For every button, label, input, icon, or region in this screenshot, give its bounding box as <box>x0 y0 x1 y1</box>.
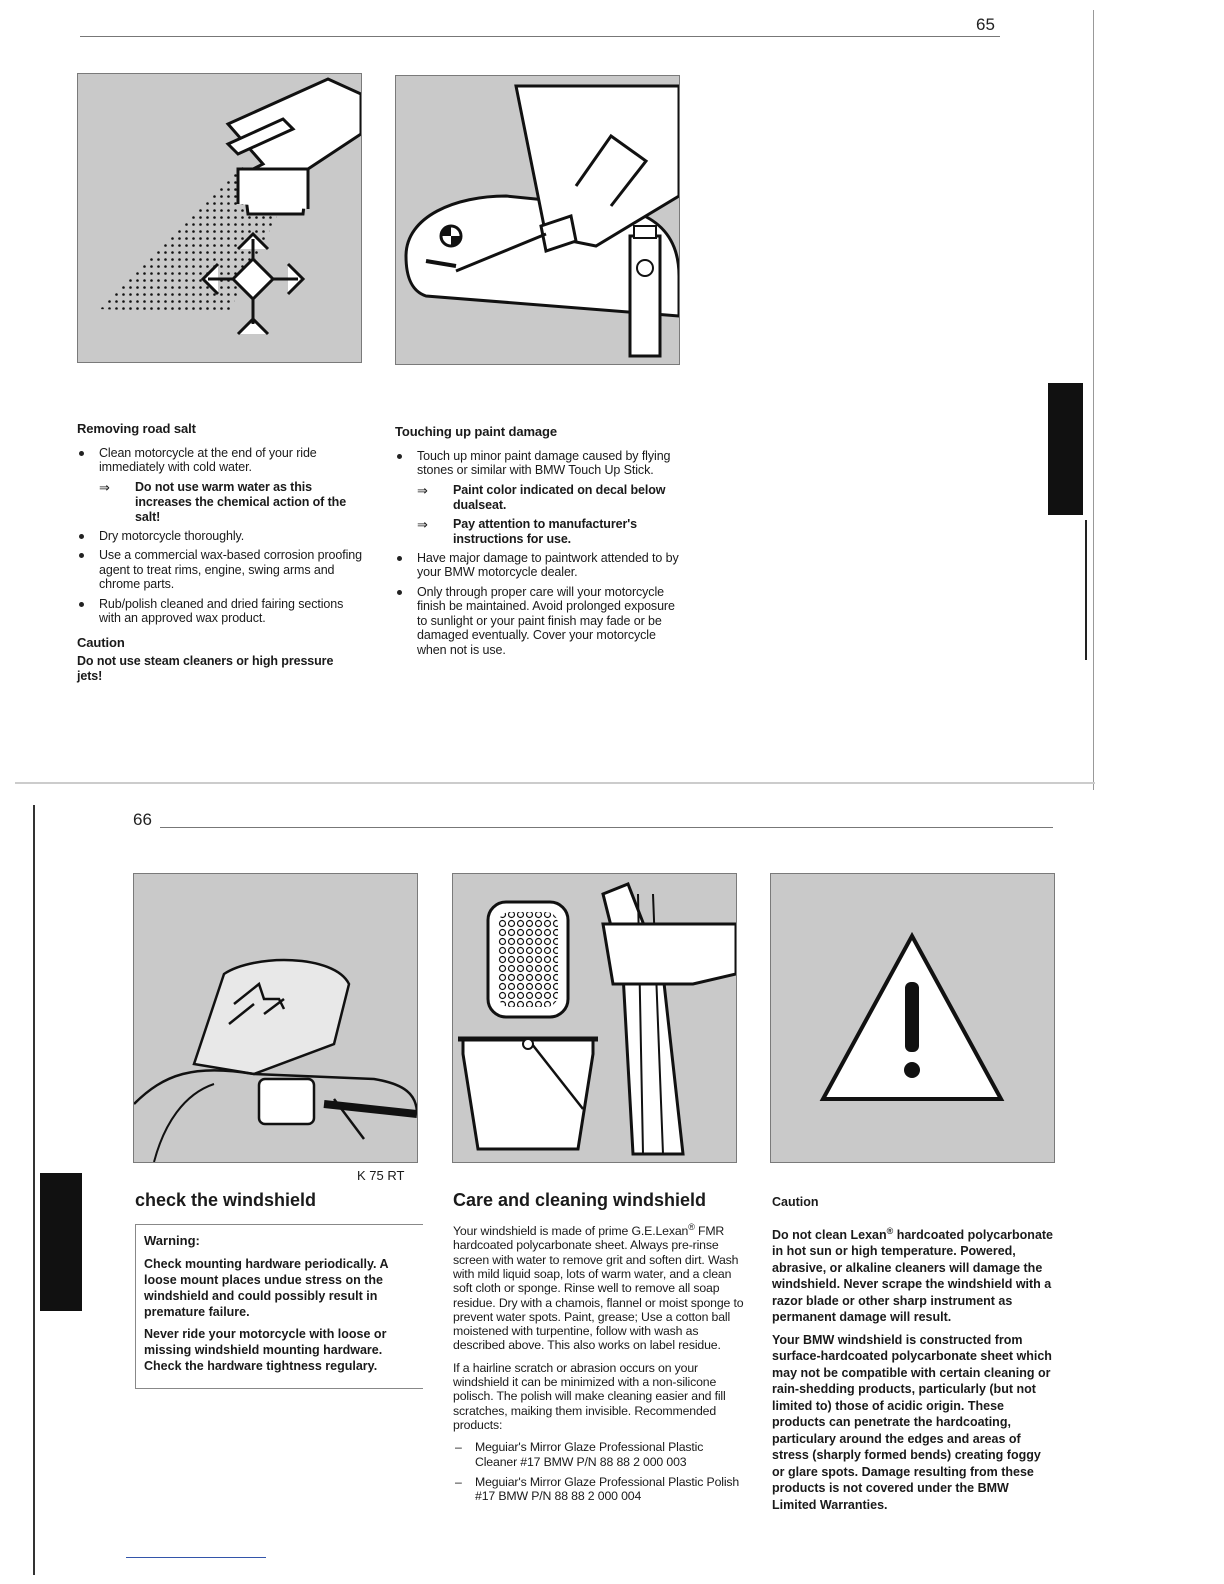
road-salt-list <box>77 446 362 626</box>
list-item-text: Use a commercial wax-based corrosion proofing agent to treat rims, engine, swing arms and chrome parts. <box>99 548 362 591</box>
caution-title: Caution <box>772 1195 819 1209</box>
road-salt-title: Removing road salt <box>77 421 196 436</box>
warning-title: Warning: <box>144 1233 200 1248</box>
instructions-note <box>417 517 680 547</box>
caution-paragraph-1 <box>772 1223 1054 1326</box>
list-item-text: Clean motorcycle at the end of your ride immediately with cold water. <box>99 445 317 474</box>
list-item-text: Dry motorcycle thoroughly. <box>99 528 245 543</box>
caution-section <box>772 1194 1054 1519</box>
left-binding-line <box>33 805 35 1575</box>
note-text: Paint color indicated on decal below dualseat. <box>453 482 666 512</box>
footer-link-line <box>126 1557 266 1558</box>
windshield-warning-box <box>135 1224 423 1389</box>
list-item-text: Have major damage to paintwork attended to by your BMW motorcycle dealer. <box>417 550 679 579</box>
bottom-edge-tab <box>40 1173 82 1311</box>
product-text: Meguiar's Mirror Glaze Professional Plastic Cleaner #17 BMW P/N 88 88 2 000 003 <box>475 1440 704 1469</box>
list-item <box>77 446 362 475</box>
road-salt-caution-text: Do not use steam cleaners or high pressure jets! <box>77 654 334 683</box>
warm-water-note <box>99 480 362 525</box>
list-item-text: Only through proper care will your motorcycle finish be maintained. Avoid prolonged exposure to sunlight or your paint finish may fade or be damaged eventually. Cover your motorcycle when not is use. <box>417 584 675 657</box>
caution-p1-start: Do not clean Lexan <box>772 1227 887 1242</box>
list-item <box>453 1475 748 1504</box>
note-text: Pay attention to manufacturer's instructions for use. <box>453 516 637 546</box>
dash-mark: – <box>455 1474 462 1489</box>
product-list <box>453 1440 748 1503</box>
page-separator <box>15 782 1095 784</box>
bottom-page-number: 66 <box>133 810 152 829</box>
warning-paragraph-2: Never ride your motorcycle with loose or missing windshield mounting hardware. Check the hardware tightness regulary. <box>144 1327 387 1373</box>
road-salt-section <box>77 422 362 683</box>
care-paragraph-2: If a hairline scratch or abrasion occurs on your windshield it can be minimized with a non-silicone polisch. The polish will make cleaning easier and fill scratches, maiking them invisible. Recommended products: <box>453 1360 726 1432</box>
dash-mark: – <box>455 1440 462 1455</box>
arrow-icon: ⇒ <box>417 516 428 532</box>
note-text: Do not use warm water as this increases the chemical action of the salt! <box>135 479 347 524</box>
caution-p1-rest: hardcoated polycarbonate in hot sun or high temperature. Powered, abrasive, or alkaline cleaners will damage the windshield. Never scrape the windshield with a razor blade or other sharp instrument as permanent damage will result. <box>772 1227 1054 1325</box>
care-paragraph-1 <box>453 1220 748 1353</box>
list-item <box>453 1440 748 1469</box>
list-item <box>395 585 680 658</box>
care-p1-rest: FMR hardcoated polycarbonate sheet. Always pre-rinse screen with water to remove grit and soften dirt. Wash with mild liquid soap, lots of warm water, and a clean soft cloth or sponge. Rinse well to remove all soap residue. Dry with a chamois, flannel or moist sponge to prevent water spots. Paint, grease; Use a cotton ball moistened with turpentine, follow with wash as described above. This also works on label residue. <box>453 1224 744 1353</box>
paint-damage-list <box>395 449 680 658</box>
figure-caption: K 75 RT <box>357 1168 405 1183</box>
care-cleaning-body <box>453 1220 748 1509</box>
product-text: Meguiar's Mirror Glaze Professional Plastic Polish #17 BMW P/N 88 88 2 000 004 <box>475 1474 740 1504</box>
road-salt-illustration <box>77 73 362 363</box>
paint-damage-title: Touching up paint damage <box>395 424 558 439</box>
top-page-rule <box>80 36 1000 37</box>
registered-mark: ® <box>886 1225 894 1236</box>
care-cleaning-title: Care and cleaning windshield <box>453 1190 707 1210</box>
list-item <box>395 449 680 478</box>
touch-up-paint-illustration <box>395 75 680 365</box>
top-page-number: 65 <box>976 15 995 34</box>
windshield-check-title: check the windshield <box>135 1190 317 1210</box>
paint-damage-section <box>395 425 680 662</box>
care-p1-start: Your windshield is made of prime G.E.Lexan <box>453 1224 689 1239</box>
caution-triangle-illustration <box>770 873 1055 1163</box>
list-item <box>77 597 362 626</box>
list-item-text: Touch up minor paint damage caused by flying stones or similar with BMW Touch Up Stick. <box>417 448 671 477</box>
list-item-text: Rub/polish cleaned and dried fairing sections with an approved wax product. <box>99 596 344 625</box>
top-edge-tab <box>1048 383 1083 515</box>
registered-mark: ® <box>688 1222 695 1232</box>
decal-note <box>417 483 680 513</box>
list-item <box>395 551 680 580</box>
warning-paragraph-1: Check mounting hardware periodically. A loose mount places undue stress on the windshield and could possibly result in premature failure. <box>144 1257 389 1319</box>
list-item <box>77 529 362 544</box>
list-item <box>77 548 362 592</box>
cleaning-supplies-illustration <box>452 873 737 1163</box>
road-salt-caution-title: Caution <box>77 634 125 650</box>
bottom-page-rule <box>160 827 1053 828</box>
arrow-icon: ⇒ <box>99 479 110 495</box>
caution-paragraph-2: Your BMW windshield is constructed from surface-hardcoated polycarbonate sheet which may not be compatible with certain cleaning or rain-shedding products, particularly (but not limited to) those of acidic origin. These products can penetrate the hardcoating, particulary around the edges and areas of stress (sharply formed bends) creating foggy or glare spots. Damage resulting from these products is not covered under the BMW Limited Warranties. <box>772 1332 1052 1512</box>
top-edge-line <box>1085 520 1087 660</box>
windshield-illustration <box>133 873 418 1163</box>
arrow-icon: ⇒ <box>417 482 428 498</box>
page-fold-line <box>1093 10 1094 790</box>
